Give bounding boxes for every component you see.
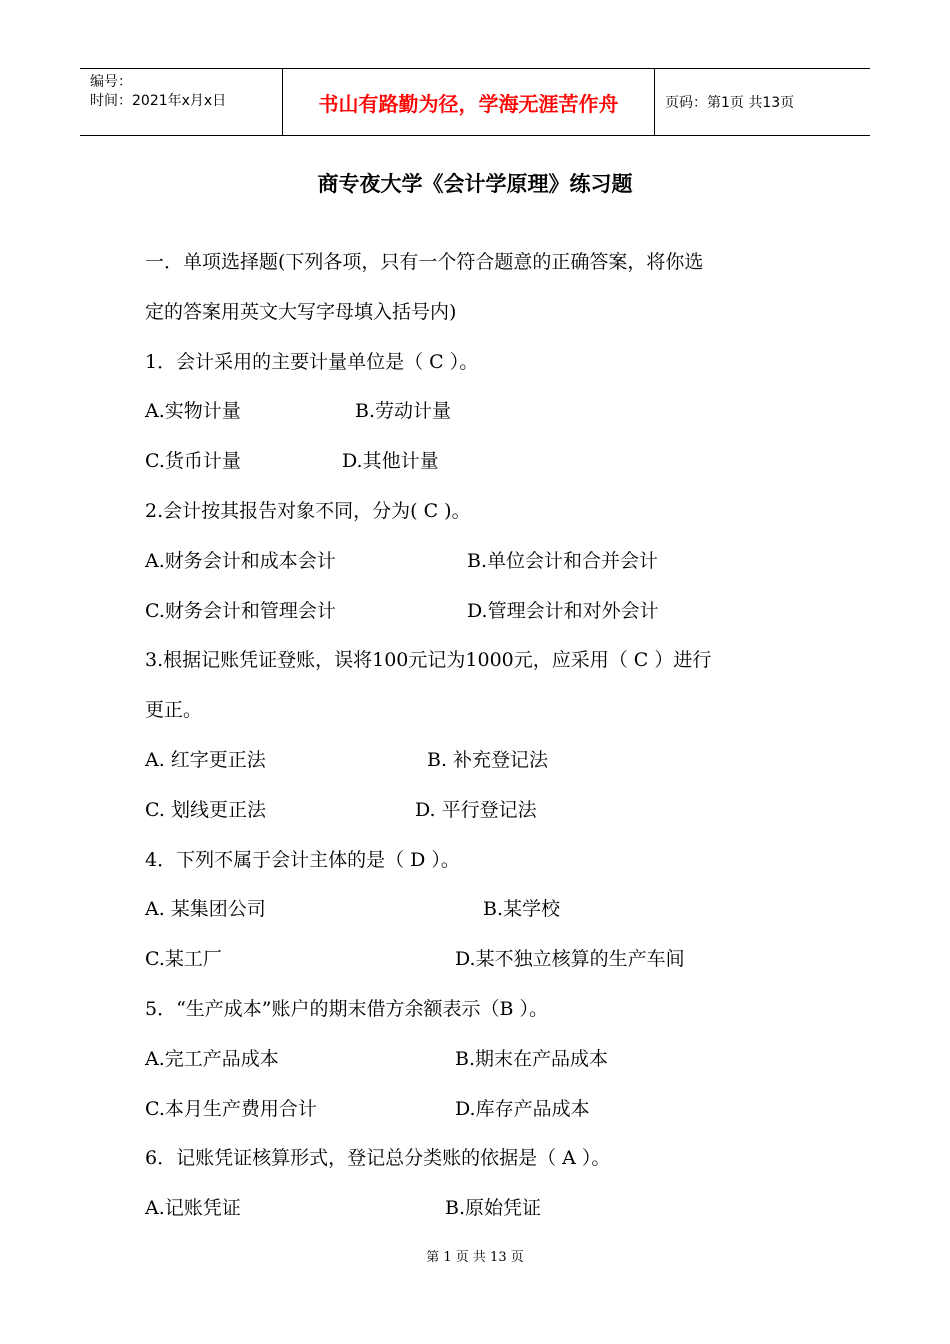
header-meta (80, 69, 282, 135)
header-motto: 书山有路勤为径，学海无涯苦作舟 (282, 69, 655, 135)
question-5-options-row-2 (145, 1085, 825, 1135)
question-3-stem-line-2: 更正。 (145, 699, 203, 722)
option-b: B.单位会计和合并会计 (467, 549, 659, 572)
option-c: C. 划线更正法 (145, 798, 266, 821)
option-a: A.完工产品成本 (145, 1047, 279, 1070)
question-6-options-row-1 (145, 1184, 825, 1234)
option-d: D.某不独立核算的生产车间 (455, 948, 685, 971)
section-instruction-line-2: 定的答案用英文大写字母填入括号内) (145, 300, 457, 323)
option-d: D.管理会计和对外会计 (467, 599, 659, 622)
header-page-info: 页码：第1页 共13页 (665, 95, 795, 111)
question-4-options-row-1 (145, 885, 825, 935)
question-2-stem: 2.会计按其报告对象不同，分为( C )。 (145, 499, 471, 522)
header-number: 编号： (90, 74, 132, 90)
option-a: A.实物计量 (145, 400, 241, 423)
document-body (145, 238, 825, 1234)
option-c: C.本月生产费用合计 (145, 1097, 317, 1120)
question-5-stem: 5．“生产成本”账户的期末借方余额表示（B ）。 (145, 997, 549, 1020)
question-6-stem: 6．记账凭证核算形式，登记总分类账的依据是（ A ）。 (145, 1147, 611, 1170)
question-3-stem-line-1: 3.根据记账凭证登账，误将100元记为1000元，应采用（ C ）进行 (145, 649, 712, 672)
option-a: A.财务会计和成本会计 (145, 549, 336, 572)
option-d: D.库存产品成本 (455, 1097, 590, 1120)
question-4-stem: 4．下列不属于会计主体的是（ D ）。 (145, 848, 460, 871)
option-b: B.期末在产品成本 (455, 1047, 609, 1070)
question-3-options-row-1 (145, 736, 825, 786)
question-5-options-row-1 (145, 1035, 825, 1085)
page-footer: 第 1 页 共 13 页 (426, 1250, 524, 1265)
question-1-options-row-1 (145, 387, 825, 437)
option-d: D.其他计量 (342, 450, 439, 473)
option-c: C.某工厂 (145, 948, 222, 971)
question-2-options-row-1 (145, 537, 825, 587)
option-a: A. 红字更正法 (145, 748, 266, 771)
option-b: B.原始凭证 (445, 1197, 542, 1220)
section-instruction-line-1: 一．单项选择题(下列各项，只有一个符合题意的正确答案，将你选 (145, 251, 704, 273)
option-c: C.货币计量 (145, 450, 241, 473)
document-title: 商专夜大学《会计学原理》练习题 (317, 172, 633, 196)
option-b: B. 补充登记法 (427, 748, 549, 771)
question-3-options-row-2 (145, 786, 825, 836)
page-header (80, 68, 870, 136)
option-d: D. 平行登记法 (415, 798, 537, 821)
question-2-options-row-2 (145, 587, 825, 637)
option-a: A. 某集团公司 (145, 898, 266, 921)
header-time: 时间：2021年x月x日 (90, 93, 227, 109)
option-c: C.财务会计和管理会计 (145, 599, 336, 622)
question-4-options-row-2 (145, 935, 825, 985)
question-1-options-row-2 (145, 437, 825, 487)
option-a: A.记账凭证 (145, 1197, 241, 1220)
option-b: B.劳动计量 (355, 400, 452, 423)
option-b: B.某学校 (483, 898, 561, 921)
question-1-stem: 1．会计采用的主要计量单位是（ C ）。 (145, 350, 479, 373)
